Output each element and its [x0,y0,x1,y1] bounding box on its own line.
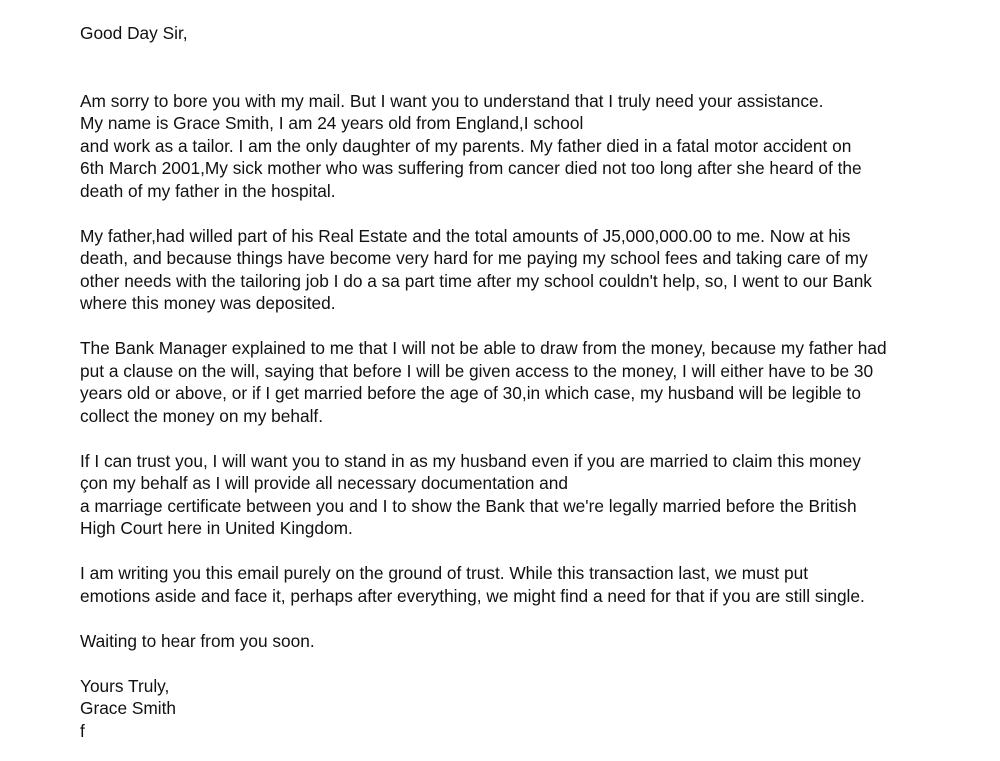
paragraph-line: years old or above, or if I get married before the age of 30,in which case, my husband will be legible to [80,383,861,403]
letter-body [80,22,985,742]
paragraph-line: My name is Grace Smith, I am 24 years old from England,I school [80,113,584,133]
paragraph-line: High Court here in United Kingdom. [80,518,353,538]
spacer [80,202,985,225]
signature-name: Grace Smith [80,698,177,718]
paragraph-line: a marriage certificate between you and I to show the Bank that we're legally married before the British [80,495,857,516]
paragraph-request [80,450,985,540]
paragraph-line: I am writing you this email purely on the ground of trust. While this transaction last, we must put [80,563,809,583]
spacer [80,315,985,338]
paragraph-line: death, and because things have become very hard for me paying my school fees and taking care of my [80,248,868,268]
paragraph-line: My father,had willed part of his Real Estate and the total amounts of J5,000,000.00 to me. Now at his [80,225,851,246]
paragraph-bank-manager [80,337,985,427]
spacer [80,540,985,563]
paragraph-line: emotions aside and face it, perhaps after everything, we might find a need for that if you are still single. [80,585,865,606]
spacer [80,607,985,630]
paragraph-line: where this money was deposited. [80,293,336,313]
paragraph-line: çon my behalf as I will provide all necessary documentation and [80,473,568,493]
paragraph-line: other needs with the tailoring job I do a sa part time after my school couldn't help, so, I went to our Bank [80,270,872,291]
paragraph-line: The Bank Manager explained to me that I will not be able to draw from the money, because my father had [80,338,887,358]
paragraph-trust [80,562,985,607]
paragraph-inheritance [80,225,985,315]
closing: Yours Truly, [80,675,170,696]
paragraph-line: 6th March 2001,My sick mother who was suffering from cancer died not too long after she heard of the [80,158,862,178]
greeting: Good Day Sir, [80,23,188,43]
paragraph-line: Am sorry to bore you with my mail. But I want you to understand that I truly need your assistance. [80,90,824,111]
paragraph-line: collect the money on my behalf. [80,405,324,426]
spacer [80,652,985,675]
paragraph-line: Waiting to hear from you soon. [80,630,315,651]
trailing-character: f [80,720,85,741]
paragraph-line: put a clause on the will, saying that before I will be given access to the money, I will either have to be 30 [80,360,874,381]
paragraph-line: and work as a tailor. I am the only daughter of my parents. My father died in a fatal motor accident on [80,135,852,156]
paragraph-line: If I can trust you, I will want you to stand in as my husband even if you are married to claim this money [80,450,861,471]
spacer [80,427,985,450]
paragraph-intro [80,90,985,203]
spacer [80,45,985,90]
paragraph-line: death of my father in the hospital. [80,180,336,201]
paragraph-waiting [80,630,985,653]
